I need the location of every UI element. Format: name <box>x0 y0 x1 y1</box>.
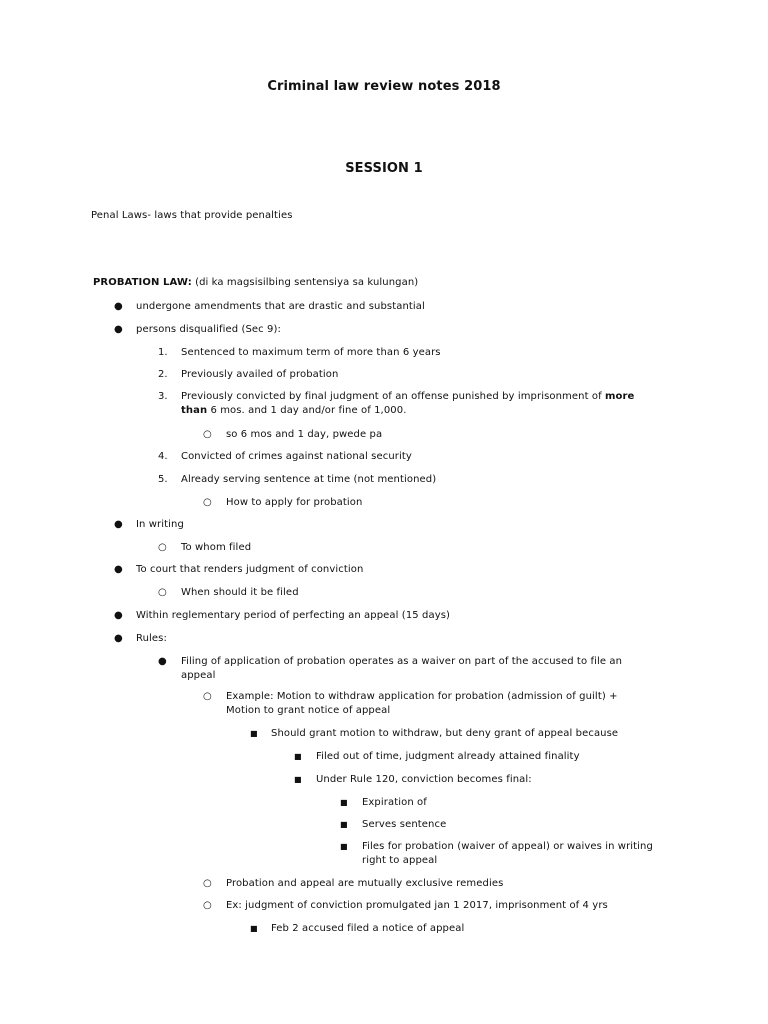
square-marker: ■ <box>340 798 348 807</box>
list-item-text: 6 mos. and 1 day and/or fine of 1,000. <box>207 405 407 416</box>
list-item: Files for probation (waiver of appeal) or waives in writing <box>362 841 653 852</box>
number-marker: 2. <box>158 369 168 380</box>
list-item: Expiration of <box>362 797 427 808</box>
circle-marker: ○ <box>203 900 212 911</box>
number-marker: 1. <box>158 347 168 358</box>
list-item: Should grant motion to withdraw, but deny grant of appeal because <box>271 728 619 739</box>
list-item: Feb 2 accused filed a notice of appeal <box>271 923 465 934</box>
list-item: Rules: <box>136 633 167 644</box>
penal-laws-definition: Penal Laws- laws that provide penalties <box>91 210 293 221</box>
list-item-continuation: Motion to grant notice of appeal <box>226 705 391 716</box>
bullet-marker: ● <box>158 656 167 667</box>
list-item: so 6 mos and 1 day, pwede pa <box>226 429 383 440</box>
square-marker: ■ <box>250 729 258 738</box>
bullet-marker: ● <box>114 519 123 530</box>
list-item-continuation <box>181 404 407 418</box>
circle-marker: ○ <box>203 497 212 508</box>
bullet-marker: ● <box>114 633 123 644</box>
circle-marker: ○ <box>203 429 212 440</box>
list-item-continuation: right to appeal <box>362 855 438 866</box>
list-item: Example: Motion to withdraw application for probation (admission of guilt) + <box>226 691 618 702</box>
list-item: To whom filed <box>181 542 252 553</box>
list-item: Serves sentence <box>362 819 447 830</box>
probation-law-label: PROBATION LAW: <box>93 277 192 288</box>
circle-marker: ○ <box>158 542 167 553</box>
list-item: Filed out of time, judgment already attained finality <box>316 751 580 762</box>
list-item-bold: more <box>605 391 635 402</box>
probation-law-heading <box>93 276 418 290</box>
list-item: persons disqualified (Sec 9): <box>136 324 281 335</box>
number-marker: 3. <box>158 391 168 402</box>
circle-marker: ○ <box>203 878 212 889</box>
circle-marker: ○ <box>203 691 212 702</box>
bullet-marker: ● <box>114 564 123 575</box>
bullet-marker: ● <box>114 301 123 312</box>
list-item: Under Rule 120, conviction becomes final: <box>316 774 532 785</box>
list-item: In writing <box>136 519 184 530</box>
list-item <box>181 390 634 404</box>
list-item: When should it be filed <box>181 587 299 598</box>
list-item: Ex: judgment of conviction promulgated jan 1 2017, imprisonment of 4 yrs <box>226 900 608 911</box>
circle-marker: ○ <box>158 587 167 598</box>
list-item: Filing of application of probation operates as a waiver on part of the accused to file an <box>181 656 623 667</box>
list-item: To court that renders judgment of conviction <box>136 564 364 575</box>
document-title: Criminal law review notes 2018 <box>267 79 501 94</box>
list-item: Sentenced to maximum term of more than 6 years <box>181 347 441 358</box>
list-item: How to apply for probation <box>226 497 363 508</box>
probation-law-note: (di ka magsisilbing sentensiya sa kulungan) <box>191 277 419 288</box>
square-marker: ■ <box>250 924 258 933</box>
bullet-marker: ● <box>114 324 123 335</box>
bullet-marker: ● <box>114 610 123 621</box>
square-marker: ■ <box>294 752 302 761</box>
list-item: Previously availed of probation <box>181 369 339 380</box>
list-item: undergone amendments that are drastic and substantial <box>136 301 425 312</box>
number-marker: 4. <box>158 451 168 462</box>
list-item: Convicted of crimes against national security <box>181 451 412 462</box>
list-item: Already serving sentence at time (not mentioned) <box>181 474 437 485</box>
square-marker: ■ <box>340 842 348 851</box>
list-item-text: Previously convicted by final judgment of an offense punished by imprisonment of <box>181 391 605 402</box>
list-item: Probation and appeal are mutually exclusive remedies <box>226 878 504 889</box>
square-marker: ■ <box>294 775 302 784</box>
square-marker: ■ <box>340 820 348 829</box>
list-item: Within reglementary period of perfecting an appeal (15 days) <box>136 610 451 621</box>
session-heading: SESSION 1 <box>345 161 423 176</box>
list-item-bold: than <box>181 405 208 416</box>
number-marker: 5. <box>158 474 168 485</box>
list-item-continuation: appeal <box>181 670 216 681</box>
